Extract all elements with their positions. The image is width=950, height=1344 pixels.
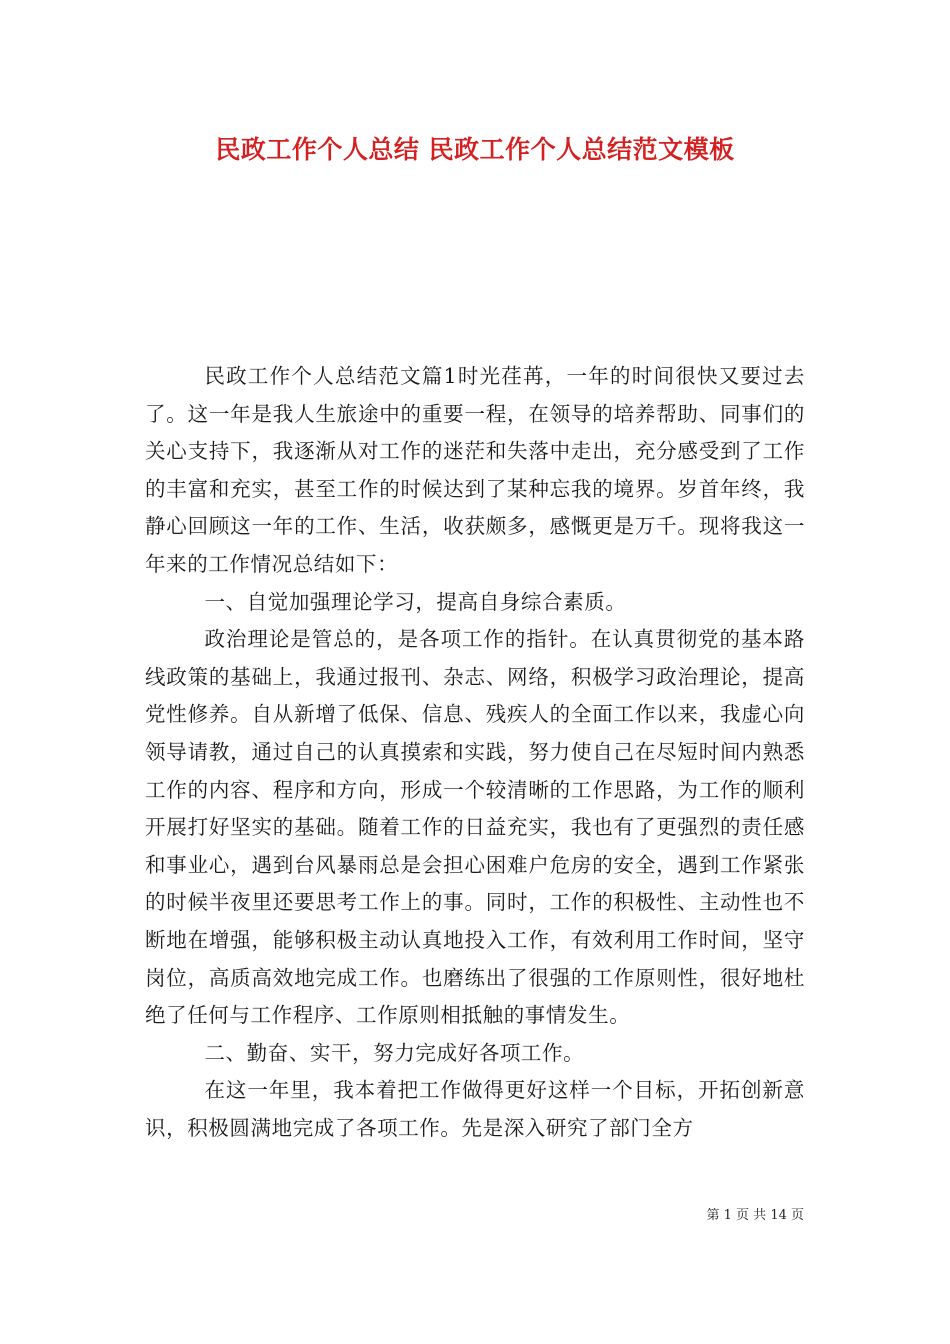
- paragraph-intro: 民政工作个人总结范文篇1时光荏苒，一年的时间很快又要过去了。这一年是我人生旅途中的重要一程，在领导的培养帮助、同事们的关心支持下，我逐渐从对工作的迷茫和失落中走出，充分感受到了工作的丰富和充实，甚至工作的时候达到了某种忘我的境界。岁首年终，我静心回顾这一年的工作、生活，收获颇多，感慨更是万千。现将我这一年来的工作情况总结如下：: [145, 364, 805, 576]
- section-heading-1: 一、自觉加强理论学习，提高自身综合素质。: [204, 589, 627, 614]
- document-title: 民政工作个人总结 民政工作个人总结范文模板: [215, 135, 735, 164]
- section-heading-2: 二、勤奋、实干，努力完成好各项工作。: [204, 1040, 585, 1065]
- paragraph-section-2: 在这一年里，我本着把工作做得更好这样一个目标，开拓创新意识，积极圆满地完成了各项工作。先是深入研究了部门全方: [145, 1078, 805, 1140]
- page-number-footer: 第 1 页 共 14 页: [706, 1208, 804, 1223]
- paragraph-section-1: 政治理论是管总的，是各项工作的指针。在认真贯彻党的基本路线政策的基础上，我通过报刊、杂志、网络，积极学习政治理论，提高党性修养。自从新增了低保、信息、残疾人的全面工作以来，我虚心向领导请教，通过自己的认真摸索和实践，努力使自己在尽短时间内熟悉工作的内容、程序和方向，形成一个较清晰的工作思路，为工作的顺利开展打好坚实的基础。随着工作的日益充实，我也有了更强烈的责任感和事业心，遇到台风暴雨总是会担心困难户危房的安全，遇到工作紧张的时候半夜里还要思考工作上的事。同时，工作的积极性、主动性也不断地在增强，能够积极主动认真地投入工作，有效利用工作时间，坚守岗位，高质高效地完成工作。也磨练出了很强的工作原则性，很好地杜绝了任何与工作程序、工作原则相抵触的事情发生。: [145, 627, 805, 1028]
- document-body: [145, 358, 805, 1147]
